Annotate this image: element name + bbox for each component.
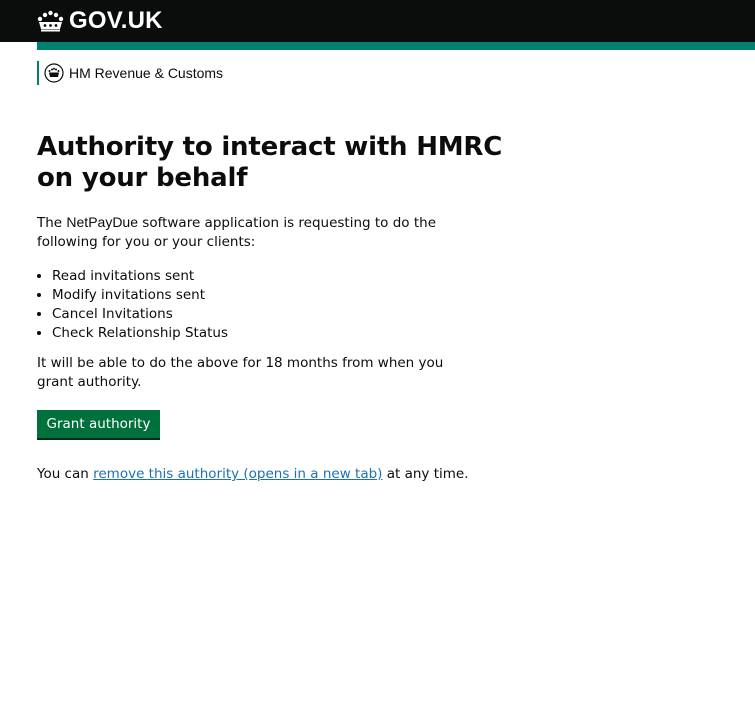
permissions-list bbox=[52, 267, 452, 343]
remove-prefix: You can bbox=[37, 466, 94, 482]
crown-icon bbox=[36, 10, 65, 32]
remove-authority-link[interactable]: remove this authority (opens in a new tab) bbox=[93, 466, 383, 482]
header-accent-bar bbox=[37, 42, 755, 50]
remove-suffix: at any time. bbox=[382, 466, 469, 482]
list-item: • Read invitations sent bbox=[52, 267, 452, 286]
list-item: • Check Relationship Status bbox=[52, 324, 452, 343]
hmrc-crest-icon bbox=[44, 63, 64, 83]
page-title: Authority to interact with HMRC on your behalf bbox=[37, 132, 503, 193]
intro-suffix: software application is requesting to do the following for you or your clients: bbox=[37, 215, 436, 250]
grant-authority-button[interactable]: Grant authority bbox=[37, 410, 160, 438]
govuk-logotype: GOV.UK bbox=[69, 7, 163, 34]
organisation-name: HM Revenue & Customs bbox=[69, 65, 224, 81]
govuk-logo-link[interactable] bbox=[36, 7, 163, 35]
intro-text bbox=[37, 213, 457, 252]
remove-authority-text bbox=[37, 465, 497, 484]
intro-prefix: The bbox=[37, 215, 67, 231]
duration-text: It will be able to do the above for 18 months from when you grant authority. bbox=[37, 355, 444, 390]
list-item: • Modify invitations sent bbox=[52, 286, 452, 305]
organisation-banner bbox=[37, 61, 223, 85]
global-header bbox=[0, 0, 755, 42]
application-name: NetPayDue bbox=[66, 214, 138, 230]
list-item: • Cancel Invitations bbox=[52, 305, 452, 324]
